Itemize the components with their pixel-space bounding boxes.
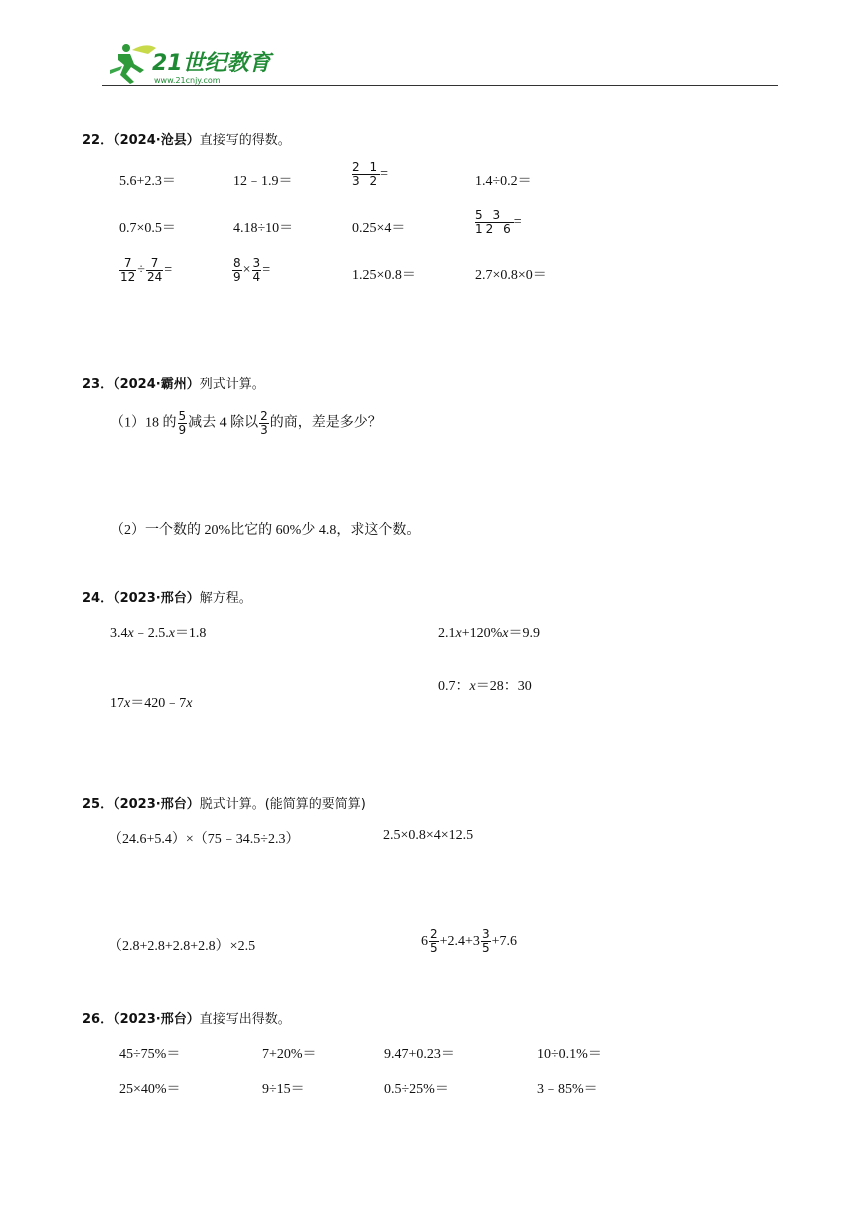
q22-item-b2: 4.18÷10＝ [233,221,294,236]
q22-item-c1: $\frac{7}{12}$ ÷ $\frac{7}{24}$ = [120,256,173,284]
question-number: 22． [82,133,114,148]
question-source: （2023·邢台） [113,1012,200,1027]
q25-expression-3: （2.8+2.8+2.8+2.8）×2.5 [108,939,256,954]
q24-equation-4: 0.7：x＝28：30 [438,679,532,694]
question-instruction: 直接写出得数。 [199,1012,291,1027]
question-instruction: 解方程。 [199,591,252,606]
svg-text:www.21cnjy.com: www.21cnjy.com [154,76,221,85]
q24-equation-3: 17x＝420﹣7x [110,696,193,711]
question-source: （2023·邢台） [113,797,200,812]
q22-item-b4: $\frac{5 3}{12 6}$ = [475,208,522,236]
question-source: （2024·霸州） [113,377,200,392]
q24-equation-2: 2.1x+120%x＝9.9 [438,626,540,641]
q26-item: 9.47+0.23＝ [384,1047,455,1062]
question-23-header [82,373,265,392]
q26-item: 9÷15＝ [262,1082,305,1097]
q22-item-c4: 2.7×0.8×0＝ [475,268,547,283]
q24-equation-1: 3.4x﹣2.5.x＝1.8 [110,626,207,641]
question-number: 25． [82,797,114,812]
q22-item-c3: 1.25×0.8＝ [352,268,416,283]
question-source: （2024·沧县） [113,133,200,148]
q22-item-b3: 0.25×4＝ [352,221,406,236]
question-25-header [82,793,366,812]
question-22-header [82,129,291,148]
q22-item-c2: $\frac{8}{9}$ × $\frac{3}{4}$ = [233,256,271,284]
header-divider [102,85,778,86]
question-instruction: 脱式计算。(能简算的要简算) [199,797,366,812]
question-26-header [82,1008,291,1027]
q22-item-a4: 1.4÷0.2＝ [475,174,532,189]
q26-item: 7+20%＝ [262,1047,317,1062]
q23-part2: （2）一个数的 20%比它的 60%少 4.8，求这个数。 [110,523,421,538]
runner-logo-icon [104,40,279,88]
question-24-header [82,587,252,606]
q22-item-a1: 5.6+2.3＝ [119,174,176,189]
q26-item: 25×40%＝ [119,1082,181,1097]
svg-text:21世纪教育: 21世纪教育 [152,51,271,76]
q22-item-a3: $\frac{2 1}{3 2}$ = [352,160,388,188]
q23-part1: （1）18 的 $\frac{5}{9}$ 减去 4 除以 $\frac{2}{3}$ 的商，差是多少？ [110,409,382,437]
question-number: 24． [82,591,114,606]
q22-item-a2: 12﹣1.9＝ [233,174,293,189]
q26-item: 3﹣85%＝ [537,1082,598,1097]
q26-item: 10÷0.1%＝ [537,1047,602,1062]
logo [104,40,279,88]
q26-item: 0.5÷25%＝ [384,1082,449,1097]
question-number: 26． [82,1012,114,1027]
question-number: 23． [82,377,114,392]
question-instruction: 直接写的得数。 [199,133,291,148]
q26-item: 45÷75%＝ [119,1047,181,1062]
q25-expression-4: 6 $\frac{2}{5}$ +2.4+3 $\frac{3}{5}$ +7.6 [421,927,517,955]
q22-item-b1: 0.7×0.5＝ [119,221,176,236]
q25-expression-1: （24.6+5.4）×（75﹣34.5÷2.3） [108,832,300,847]
q25-expression-2: 2.5×0.8×4×12.5 [383,828,474,843]
question-source: （2023·邢台） [113,591,200,606]
question-instruction: 列式计算。 [199,377,265,392]
